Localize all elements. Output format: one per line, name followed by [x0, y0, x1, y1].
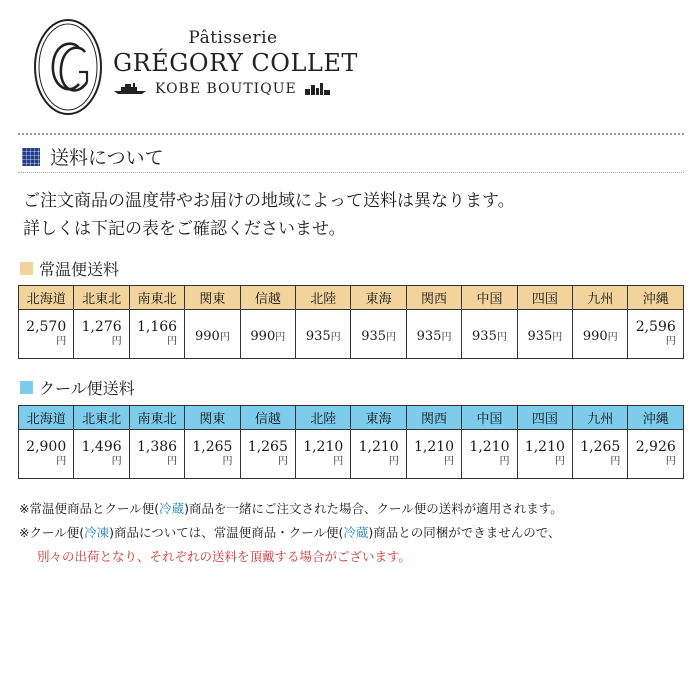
price-value	[580, 440, 620, 467]
cool-region-header: 関西	[406, 406, 461, 430]
note-1	[19, 497, 689, 521]
normal-region-header: 北陸	[296, 286, 351, 310]
heading-marker-icon	[22, 148, 40, 166]
price-unit: 円	[499, 456, 510, 467]
normal-shipping-table	[18, 285, 684, 359]
header-separator	[18, 133, 684, 135]
price-amount: 1,265	[192, 439, 233, 455]
note-1-highlight: 冷蔵	[159, 501, 185, 516]
normal-color-square-icon	[20, 262, 33, 275]
price-value	[303, 440, 343, 467]
price-amount: 1,210	[524, 439, 565, 455]
normal-region-header: 信越	[240, 286, 295, 310]
price-amount: 935	[416, 328, 442, 344]
heading-underline	[18, 172, 684, 173]
cool-price-cell	[406, 430, 461, 479]
cool-region-header: 信越	[240, 406, 295, 430]
cool-region-header: 南東北	[129, 406, 184, 430]
normal-price-cell	[517, 310, 572, 359]
cool-region-header: 九州	[573, 406, 628, 430]
price-amount: 990	[250, 328, 276, 344]
price-value	[527, 329, 562, 344]
cool-price-cell	[296, 430, 351, 479]
cool-price-cell	[462, 430, 517, 479]
normal-region-header: 関西	[406, 286, 461, 310]
cool-price-cell	[573, 430, 628, 479]
logo-line-brand: GRÉGORY COLLET	[113, 49, 358, 77]
normal-price-cell	[296, 310, 351, 359]
price-value	[82, 440, 122, 467]
cool-region-header: 沖縄	[628, 406, 684, 430]
price-unit: 円	[444, 456, 455, 467]
cool-price-cell	[129, 430, 184, 479]
normal-region-header: 関東	[185, 286, 240, 310]
city-skyline-icon	[305, 83, 331, 95]
price-value	[414, 440, 454, 467]
price-unit: 円	[56, 336, 67, 347]
cool-region-header: 北海道	[19, 406, 74, 430]
price-amount: 1,386	[136, 439, 178, 455]
brand-logo	[33, 18, 358, 118]
normal-region-header: 東海	[351, 286, 406, 310]
normal-region-header: 中国	[462, 286, 517, 310]
price-value	[306, 329, 341, 344]
price-amount: 1,276	[81, 319, 122, 335]
cool-region-header: 東海	[351, 406, 406, 430]
price-unit: 円	[111, 336, 122, 347]
price-amount: 1,210	[303, 439, 344, 455]
price-unit: 円	[333, 456, 344, 467]
cool-price-cell	[351, 430, 406, 479]
price-amount: 1,166	[136, 319, 178, 335]
price-value	[248, 440, 288, 467]
price-amount: 1,265	[580, 439, 621, 455]
note-1-text-a: ※常温便商品とクール便(	[19, 501, 160, 516]
price-value	[137, 320, 177, 347]
price-value	[361, 329, 396, 344]
shipping-notes	[19, 497, 689, 569]
price-amount: 2,900	[26, 439, 67, 455]
price-value	[250, 329, 285, 344]
intro-line-2: 詳しくは下記の表をご確認くださいませ。	[23, 219, 346, 239]
price-unit: 円	[167, 336, 178, 347]
price-unit: 円	[275, 331, 286, 343]
normal-price-cell	[573, 310, 628, 359]
cool-price-cell	[19, 430, 74, 479]
price-unit: 円	[554, 456, 565, 467]
note-2-highlight-2: 冷蔵	[343, 525, 369, 540]
price-value	[583, 329, 618, 344]
cool-region-header: 中国	[462, 406, 517, 430]
cool-region-header: 北東北	[74, 406, 129, 430]
cool-price-cell	[240, 430, 295, 479]
note-2-text-b: )商品については、常温便商品・クール便(	[109, 525, 344, 540]
price-amount: 1,210	[358, 439, 399, 455]
cool-price-row	[19, 430, 684, 479]
note-3-warning: 別々の出荷となり、それぞれの送料を頂戴する場合がございます。	[37, 549, 412, 564]
price-unit: 円	[665, 456, 676, 467]
normal-price-cell	[351, 310, 406, 359]
cool-price-cell	[74, 430, 129, 479]
price-unit: 円	[665, 336, 676, 347]
price-amount: 1,265	[247, 439, 288, 455]
price-unit: 円	[167, 456, 178, 467]
price-amount: 1,496	[81, 439, 122, 455]
cool-region-header: 四国	[517, 406, 572, 430]
normal-region-header: 九州	[573, 286, 628, 310]
logo-line-boutique: KOBE BOUTIQUE	[155, 81, 297, 97]
section-title: 送料について	[50, 147, 164, 169]
price-unit: 円	[441, 331, 452, 343]
price-value	[469, 440, 509, 467]
cool-price-cell	[517, 430, 572, 479]
price-unit: 円	[56, 456, 67, 467]
price-unit: 円	[219, 331, 230, 343]
note-2-text-c: )商品との同梱ができませんので、	[368, 525, 561, 540]
price-value	[26, 440, 66, 467]
price-unit: 円	[388, 456, 399, 467]
cool-color-square-icon	[20, 381, 33, 394]
note-2-text-a: ※クール便(	[19, 525, 85, 540]
price-amount: 935	[472, 328, 497, 344]
ship-icon	[113, 83, 147, 95]
logo-line-patisserie: Pâtisserie	[188, 28, 278, 48]
price-unit: 円	[111, 456, 122, 467]
price-unit: 円	[277, 456, 288, 467]
price-value	[525, 440, 565, 467]
price-amount: 1,210	[414, 439, 455, 455]
normal-price-cell	[185, 310, 240, 359]
normal-price-cell	[628, 310, 684, 359]
price-unit: 円	[386, 331, 397, 343]
normal-price-cell	[19, 310, 74, 359]
price-amount: 2,570	[26, 319, 67, 335]
gc-monogram-icon	[33, 18, 103, 116]
cool-shipping-table	[18, 405, 684, 479]
price-value	[636, 440, 676, 467]
cool-region-header: 北陸	[296, 406, 351, 430]
cool-shipping-label-text: クール便送料	[39, 379, 135, 398]
normal-region-header: 北東北	[74, 286, 129, 310]
section-heading	[22, 143, 164, 170]
price-value	[26, 320, 66, 347]
normal-price-cell	[240, 310, 295, 359]
cool-shipping-label	[20, 376, 135, 399]
cool-price-cell	[185, 430, 240, 479]
price-value	[137, 440, 177, 467]
normal-shipping-label	[20, 257, 119, 280]
price-amount: 935	[361, 328, 387, 344]
price-amount: 2,596	[635, 319, 676, 335]
cool-region-header: 関東	[185, 406, 240, 430]
price-amount: 1,210	[469, 439, 510, 455]
normal-price-cell	[129, 310, 184, 359]
normal-region-header: 南東北	[129, 286, 184, 310]
price-unit: 円	[552, 331, 563, 343]
price-value	[472, 329, 507, 344]
normal-price-cell	[74, 310, 129, 359]
price-amount: 935	[305, 328, 331, 344]
price-value	[195, 329, 230, 344]
price-amount: 2,926	[635, 439, 676, 455]
price-value	[192, 440, 232, 467]
price-value	[359, 440, 399, 467]
price-amount: 990	[195, 328, 220, 344]
price-unit: 円	[610, 456, 621, 467]
price-unit: 円	[496, 331, 507, 343]
cool-price-cell	[628, 430, 684, 479]
price-amount: 935	[527, 328, 553, 344]
normal-price-row	[19, 310, 684, 359]
normal-region-header: 四国	[517, 286, 572, 310]
cool-region-header-row	[19, 406, 684, 430]
intro-line-1: ご注文商品の温度帯やお届けの地域によって送料は異なります。	[23, 191, 515, 211]
note-1-text-b: )商品を一緒にご注文された場合、クール便の送料が適用されます。	[184, 501, 563, 516]
price-amount: 990	[582, 328, 608, 344]
normal-shipping-label-text: 常温便送料	[39, 260, 120, 279]
price-value	[636, 320, 676, 347]
normal-price-cell	[406, 310, 461, 359]
price-unit: 円	[607, 331, 618, 343]
note-2	[19, 521, 689, 545]
price-value	[82, 320, 122, 347]
note-2-highlight-1: 冷凍	[84, 525, 110, 540]
price-unit: 円	[222, 456, 233, 467]
normal-price-cell	[462, 310, 517, 359]
normal-region-header-row	[19, 286, 684, 310]
intro-text	[23, 187, 683, 243]
price-value	[417, 329, 452, 344]
price-unit: 円	[330, 331, 341, 343]
normal-region-header: 沖縄	[628, 286, 684, 310]
normal-region-header: 北海道	[19, 286, 74, 310]
